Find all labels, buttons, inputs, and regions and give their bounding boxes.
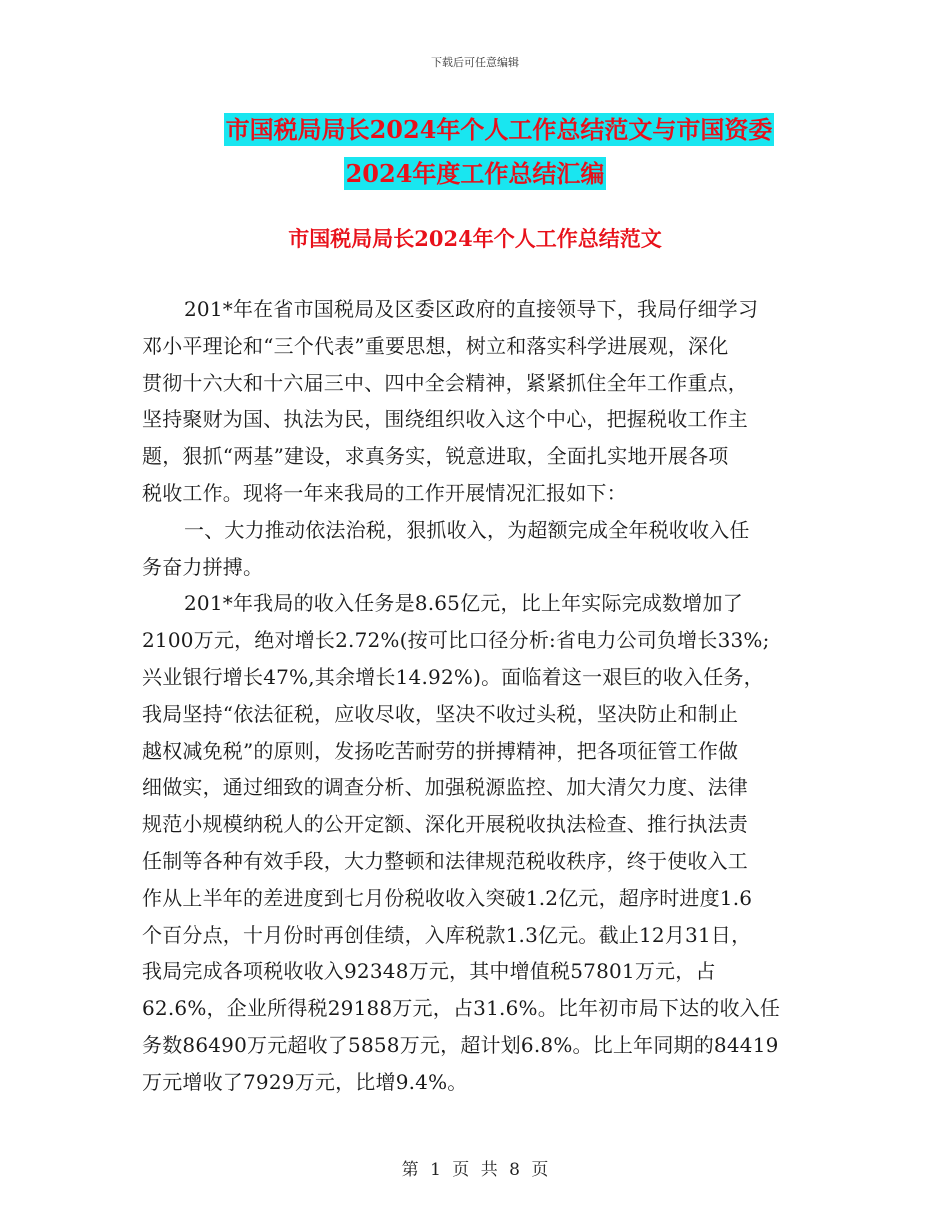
paragraph-line: 细做实，通过细致的调查分析、加强税源监控、加大清欠力度、法律 bbox=[142, 775, 748, 800]
footer-total-pages: 8 bbox=[509, 1160, 520, 1180]
document-title-line-2-text: 2024年度工作总结汇编 bbox=[345, 159, 605, 188]
footer-page-unit: 页 bbox=[452, 1160, 470, 1180]
footer-page-number: 1 bbox=[430, 1160, 441, 1180]
paragraph-line: 我局坚持“依法征税，应收尽收，坚决不收过头税，坚决防止和制止 bbox=[142, 701, 739, 726]
paragraph-line: 税收工作。现将一年来我局的工作开展情况汇报如下： bbox=[142, 480, 627, 505]
footer-total-prefix: 共 bbox=[480, 1160, 498, 1180]
paragraph-line: 坚持聚财为国、执法为民，围绕组织收入这个中心，把握税收工作主 bbox=[142, 407, 748, 432]
paragraph-line: 贯彻十六大和十六届三中、四中全会精神，紧紧抓住全年工作重点， bbox=[142, 370, 748, 395]
paragraph-line: 题，狠抓“两基”建设，求真务实，锐意进取，全面扎实地开展各项 bbox=[142, 444, 729, 469]
document-title-line-2 bbox=[0, 158, 950, 190]
section-title: 市国税局局长2024年个人工作总结范文 bbox=[288, 226, 662, 251]
document-title-line-1 bbox=[0, 114, 950, 146]
paragraph-line: 一、大力推动依法治税，狠抓收入，为超额完成全年税收收入任 bbox=[184, 517, 750, 542]
paragraph-line: 规范小规模纳税人的公开定额、深化开展税收执法检查、推行执法责 bbox=[142, 812, 748, 837]
paragraph-line: 邓小平理论和“三个代表”重要思想，树立和落实科学进展观，深化 bbox=[142, 333, 729, 358]
paragraph-line: 201*年在省市国税局及区委区政府的直接领导下，我局仔细学习 bbox=[184, 297, 759, 321]
body-text bbox=[142, 291, 814, 1101]
paragraph-line: 62.6%，企业所得税29188万元，占31.6%。比年初市局下达的收入任 bbox=[142, 996, 781, 1021]
paragraph-line: 201*年我局的收入任务是8.65亿元，比上年实际完成数增加了 bbox=[184, 591, 743, 616]
paragraph-line: 务奋力拼搏。 bbox=[142, 554, 264, 579]
paragraph-line: 2100万元，绝对增长2.72%(按可比口径分析:省电力公司负增长33%; bbox=[142, 628, 770, 653]
header-note: 下载后可任意编辑 bbox=[431, 56, 519, 69]
paragraph-line: 我局完成各项税收收入92348万元，其中增值税57801万元，占 bbox=[142, 959, 716, 984]
footer-total-unit: 页 bbox=[531, 1160, 549, 1180]
paragraph-line: 作从上半年的差进度到七月份税收收入突破1.2亿元，超序时进度1.6 bbox=[142, 885, 753, 910]
paragraph-line: 任制等各种有效手段，大力整顿和法律规范税收秩序，终于使收入工 bbox=[142, 848, 748, 873]
paragraph-line: 个百分点，十月份时再创佳绩，入库税款1.3亿元。截止12月31日， bbox=[142, 922, 752, 947]
paragraph-line: 万元增收了7929万元，比增9.4%。 bbox=[142, 1069, 468, 1094]
paragraph-line: 越权减免税”的原则，发扬吃苦耐劳的拼搏精神，把各项征管工作做 bbox=[142, 738, 739, 763]
paragraph-line: 务数86490万元超收了5858万元，超计划6.8%。比上年同期的84419 bbox=[142, 1032, 779, 1057]
footer-prefix: 第 bbox=[401, 1160, 419, 1180]
paragraph-line: 兴业银行增长47%,其余增长14.92%)。面临着这一艰巨的收入任务， bbox=[142, 664, 764, 689]
page-footer bbox=[0, 1155, 950, 1180]
document-title-line-1-text: 市国税局局长2024年个人工作总结范文与市国资委 bbox=[225, 115, 773, 144]
